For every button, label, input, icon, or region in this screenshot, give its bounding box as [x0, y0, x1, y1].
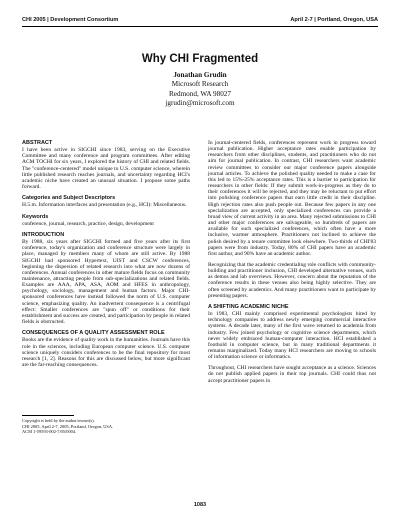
consequences-heading: CONSEQUENCES OF A QUALITY ASSESSMENT ROLE [22, 330, 165, 337]
conference-line: CHI 2005, April 2-7, 2005, Portland, Oregon, USA. [22, 423, 114, 429]
header-right: April 2-7 | Portland, Oregon, USA [290, 17, 378, 23]
consequences-text: Books are the evidence of quality work in the humanities. Journals have this role in the sciences, including European computer science. U.S. computer science uniquely considers conferences to be the final repository for most research [1, 2]. Reasons for this are discussed below, but more significant are the far-reaching consequences. [22, 337, 190, 368]
header-rule [22, 26, 378, 27]
author-address: Redmond, WA 98027 [169, 89, 231, 98]
page-number: 1083 [193, 502, 207, 508]
running-header [22, 17, 378, 23]
copyright-footnote [22, 418, 190, 435]
categories-text: H.5.m. Information interfaces and presentation (e.g., HCI): Miscellaneous. [22, 202, 187, 209]
introduction-text: By 1988, six years after SIGCHI formed and five years after its first conference, today's organization and conference structure were largely in place, managed by members many of whom are still active. By 1988 SIGCHI had sponsored Hypertext, UIST and CSCW conferences, beginning the dispersion of related research into what are now dozens of conferences. Annual conferences in other mature fields focus on community maintenance, attracting people from sub-specializations and related fields. Examples are AAA, APA, ASA, AOM and HFES in anthropology, psychology, sociology, management and human factors. Major CHI-sponsored conferences have instead followed the norm of U.S. computer science, emphasizing quality. An inadvertent consequence is a centrifugal effect: Smaller conferences are "spun off" or conditions for their establishment and success are created, and participation by people in related fields is obstructed. [22, 239, 190, 326]
left-column [22, 140, 190, 373]
footnote-rule [22, 415, 74, 416]
abstract-heading: ABSTRACT [22, 140, 53, 146]
shifting-text: In 1983, CHI mainly comprised experimental psychologists hired by technology companies to address newly emerging commercial interactive systems. A decade later, many of the first wave returned to academia from industry. Few joined psychology or cognitive science departments, which never widely embraced human-computer interaction. HCI established a foothold in computer science, but in many traditional departments it remains marginalized. Today many HCI researchers are moving to schools of information science or informatics. [208, 311, 376, 361]
right-paragraph-4: Throughout, CHI researchers have sought acceptance as a science. Sciences do not publish applied papers in their top journals. CHI could thus not accept practitioner papers in [208, 365, 376, 384]
acm-line: ACM 1-59593-002-7/05/0004. [22, 429, 77, 435]
shifting-heading: A SHIFTING ACADEMIC NICHE [208, 303, 289, 310]
right-paragraph-2: Recognizing that the academic credentialing role conflicts with community-building and practitioner inclusion, CHI developed alternative venues, such as demos and lab overviews. However, concern about the reputation of the conference results in these venues also being highly selective. They are often screened by academics. And many practitioners want to participate by presenting papers. [208, 261, 376, 299]
introduction-heading: INTRODUCTION [22, 231, 65, 238]
author-block [0, 71, 400, 108]
right-column [208, 140, 376, 389]
categories-heading: Categories and Subject Descriptors [22, 195, 116, 202]
keywords-text: conference, journal, research, practice, design, development [22, 220, 154, 227]
header-left: CHI 2005 | Development Consortium [22, 17, 119, 23]
author-name: Jonathan Grudin [173, 71, 227, 79]
keywords-heading: Keywords [22, 213, 49, 220]
right-paragraph-1: In journal-centered fields, conferences represent work in progress toward journal publication. Higher acceptance rates enable participation by researchers from other disciplines, students, and practitioners who do not aim for journal publication. In contrast, CHI researchers want academic review committees to consider our major conference papers alongside journal articles. To achieve the polished quality needed to make a case for this led to 15%-25% acceptance rates. This is a barrier to participation for researchers in other fields: If they submit work-in-progress as they do to their conferences it will be rejected, and they may be reluctant to put effort into polishing conference papers that earn little credit in their discipline. High rejection rates also push people out. Because few papers in any one specialization are accepted, only specialized conferences can provide a broad view of current activity in an area. Many rejected submissions to CHI and other major conferences are salvageable, so hundreds of papers are available for such specialized conferences, which often have a more inclusive, warmer atmosphere. Practitioners not inclined to achieve the polish desired by a tenure committee look elsewhere. Two-thirds of CHI'83 papers were from industry. Today, 80% of CHI papers have an academic first author, and 90% have an academic author. [208, 140, 376, 257]
abstract-text: I have been active in SIGCHI since 1983, serving on the Executive Committee and many conference and program committees. After editing ACM TOCHI for six years, I explored the history of CHI and related fields. The "conference-centered" model unique to U.S. computer science, wherein little published research reaches journals, and uncertainty regarding HCI's academic niche have created an unusual situation. I propose some paths forward. [22, 147, 190, 191]
author-affiliation: Microsoft Research [171, 80, 229, 89]
paper-title: Why CHI Fragmented [141, 53, 259, 65]
author-email: jgrudin@microsoft.com [165, 98, 235, 107]
copyright-line: Copyright is held by the author/owner(s). [22, 418, 95, 423]
